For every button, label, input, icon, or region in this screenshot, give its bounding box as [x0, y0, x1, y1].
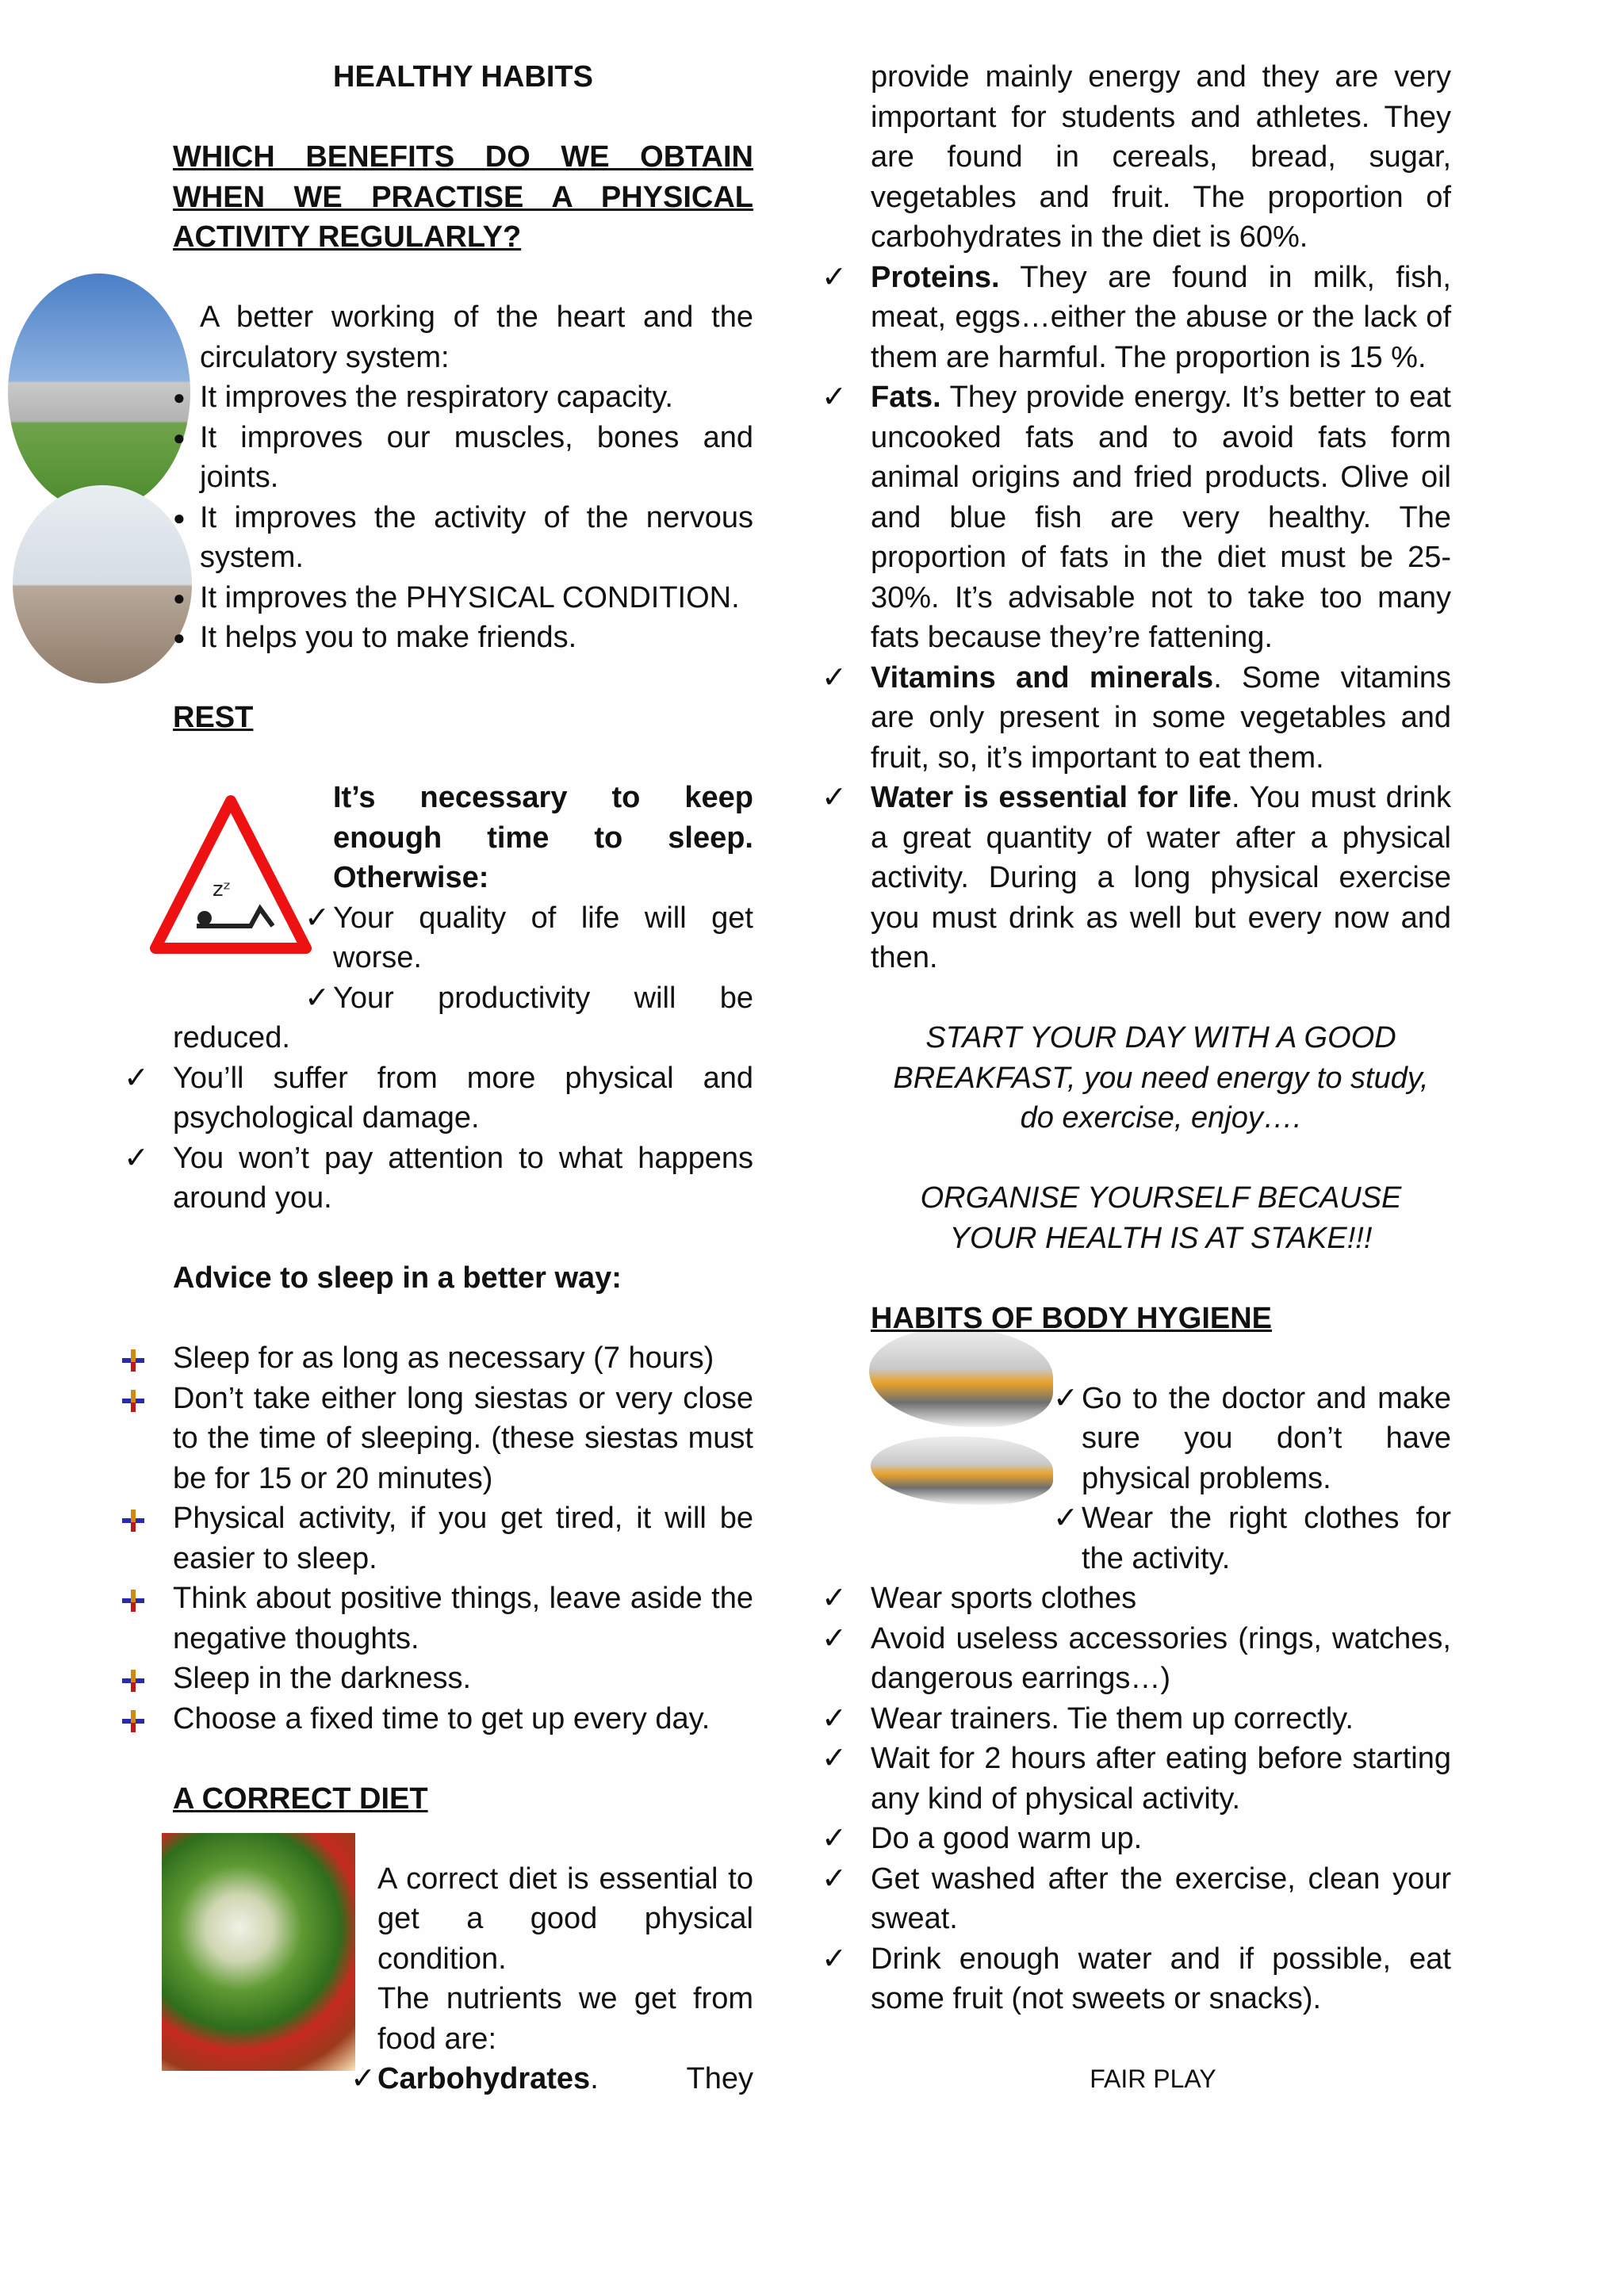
list-item: Choose a fixed time to get up every day.: [173, 1699, 753, 1739]
check-icon: ✓: [822, 1621, 847, 1655]
check-icon: ✓: [822, 660, 847, 695]
rest-lead: It’s necessary to keep enough time to sleep. Otherwise:: [333, 781, 753, 894]
check-icon: ✓: [822, 1701, 847, 1735]
list-item: ✓ Wait for 2 hours after eating before starting any kind of physical activity.: [871, 1739, 1451, 1819]
rest-list: [124, 1058, 753, 1219]
add-icon: [122, 1349, 144, 1372]
check-icon: ✓: [822, 1582, 847, 1615]
list-item: ● It improves the PHYSICAL CONDITION.: [173, 578, 753, 618]
carbohydrates-label: Carbohydrates: [377, 2062, 591, 2095]
add-icon: [122, 1390, 144, 1412]
add-icon: [122, 1510, 144, 1532]
check-icon: ✓: [350, 2062, 376, 2095]
advice-list: [173, 1338, 753, 1739]
check-icon: ✓: [124, 1141, 149, 1175]
diet-intro-block: [173, 1859, 753, 2099]
list-item: ● It improves the activity of the nervous system.: [173, 498, 753, 578]
hygiene-list-indented: [1053, 1379, 1451, 1579]
check-icon: ✓: [124, 1061, 149, 1095]
check-icon: ✓: [822, 1742, 847, 1775]
check-icon: ✓: [822, 260, 847, 294]
check-icon: ✓: [822, 781, 847, 814]
list-item: ✓ Vitamins and minerals. Some vitamins are only present in some vegetables and fruit, so, it’s important to eat them.: [871, 658, 1451, 779]
list-item: ✓ Wear the right clothes for the activity.: [1082, 1498, 1451, 1578]
add-icon: [122, 1590, 144, 1612]
hygiene-heading: HABITS OF BODY HYGIENE: [871, 1301, 1273, 1335]
nutrients-list: [822, 258, 1451, 978]
check-icon: ✓: [304, 981, 330, 1015]
diet-p1: A correct diet is essential to get a good physical condition.: [377, 1862, 753, 1976]
football-player-photo: [8, 274, 190, 511]
carbohydrates-continued: provide mainly energy and they are very important for students and athletes. They are found in cereals, bread, sugar, vegetables and fruit. The proportion of carbohydrates in the diet is 60%.: [871, 60, 1451, 254]
rest-heading: REST: [173, 701, 254, 734]
benefits-list: [173, 377, 753, 658]
bullet-icon: ●: [173, 585, 186, 610]
list-item: ✓ Do a good warm up.: [871, 1819, 1451, 1859]
list-item: ✓ Your quality of life will get worse.: [333, 898, 753, 978]
rest-item-2: Your productivity will be reduced. ✓: [173, 978, 753, 1058]
check-icon: ✓: [1053, 1381, 1078, 1415]
list-item: ● It improves the respiratory capacity.: [173, 377, 753, 418]
add-icon: [122, 1670, 144, 1692]
list-item: Physical activity, if you get tired, it will be easier to sleep.: [173, 1498, 753, 1578]
list-item: ✓ Fats. They provide energy. It’s better to eat uncooked fats and to avoid fats form animal origins and fried products. Olive oil and blue fish are very healthy. The proportion of fats in the diet must be 25-30%. It’s advisable not to take too many fats because they’re fattening.: [871, 377, 1451, 658]
hygiene-list: [822, 1578, 1451, 2019]
check-icon: ✓: [822, 1822, 847, 1855]
list-item: Think about positive things, leave aside the negative thoughts.: [173, 1578, 753, 1659]
health-slogan: ORGANISE YOURSELF BECAUSE YOUR HEALTH IS AT STAKE!!!: [920, 1181, 1402, 1255]
list-item: ✓ Wear sports clothes: [871, 1578, 1451, 1619]
list-item: ✓ Proteins. They are found in milk, fish, meat, eggs…either the abuse or the lack of them are harmful. The proportion is 15 %.: [871, 258, 1451, 378]
carbohydrates-line: ✓ Carbohydrates. They: [377, 2059, 753, 2099]
bullet-icon: ●: [173, 425, 186, 450]
left-column: [124, 57, 753, 2099]
rest-intro-block: [173, 778, 753, 978]
check-icon: ✓: [1053, 1502, 1078, 1535]
list-item: ✓ You’ll suffer from more physical and psychological damage.: [173, 1058, 753, 1138]
bullet-icon: ●: [173, 385, 186, 409]
advice-heading: Advice to sleep in a better way:: [173, 1261, 622, 1295]
benefits-intro: A better working of the heart and the circulatory system:: [200, 300, 753, 374]
list-item: ● It helps you to make friends.: [173, 618, 753, 658]
list-item: ✓ Avoid useless accessories (rings, watches, dangerous earrings…): [871, 1619, 1451, 1699]
add-icon: [122, 1710, 144, 1732]
list-item: ✓ You won’t pay attention to what happens around you.: [173, 1138, 753, 1219]
list-item: ✓ Drink enough water and if possible, eat some fruit (not sweets or snacks).: [871, 1939, 1451, 2019]
bullet-icon: ●: [173, 626, 186, 649]
bullet-icon: ●: [173, 505, 186, 530]
group-meeting-photo: [13, 485, 192, 683]
check-icon: ✓: [822, 381, 847, 414]
document-title: HEALTHY HABITS: [333, 60, 593, 94]
list-item: ✓ Wear trainers. Tie them up correctly.: [871, 1699, 1451, 1739]
list-item: ● It improves our muscles, bones and joints.: [173, 418, 753, 498]
list-item: ✓ Get washed after the exercise, clean your sweat.: [871, 1859, 1451, 1939]
fair-play-heading: FAIR PLAY: [1090, 2064, 1216, 2093]
diet-p2: The nutrients we get from food are:: [377, 1982, 753, 2056]
diet-heading: A CORRECT DIET: [173, 1781, 428, 1816]
breakfast-slogan: START YOUR DAY WITH A GOOD BREAKFAST, you need energy to study, do exercise, enjoy….: [893, 1021, 1429, 1135]
check-icon: ✓: [304, 901, 330, 935]
svg-text:zᶻ: zᶻ: [213, 878, 232, 901]
list-item: Sleep for as long as necessary (7 hours): [173, 1338, 753, 1379]
check-icon: ✓: [822, 1862, 847, 1896]
hygiene-intro-block: [871, 1379, 1451, 1579]
right-column: [822, 57, 1451, 2099]
check-icon: ✓: [822, 1942, 847, 1976]
list-item: Sleep in the darkness.: [173, 1659, 753, 1699]
list-item: ✓ Water is essential for life. You must drink a great quantity of water after a physical activity. During a long physical exercise you must drink as well but every now and then.: [871, 778, 1451, 978]
list-item: ✓ Go to the doctor and make sure you don’t have physical problems.: [1082, 1379, 1451, 1499]
rest-list-indented: [304, 898, 753, 978]
benefits-heading: WHICH BENEFITS DO WE OBTAIN WHEN WE PRACTISE A PHYSICAL ACTIVITY REGULARLY?: [173, 140, 753, 254]
list-item: Don’t take either long siestas or very close to the time of sleeping. (these siestas must be for 15 or 20 minutes): [173, 1379, 753, 1499]
carbohydrates-tail: They: [686, 2062, 753, 2095]
